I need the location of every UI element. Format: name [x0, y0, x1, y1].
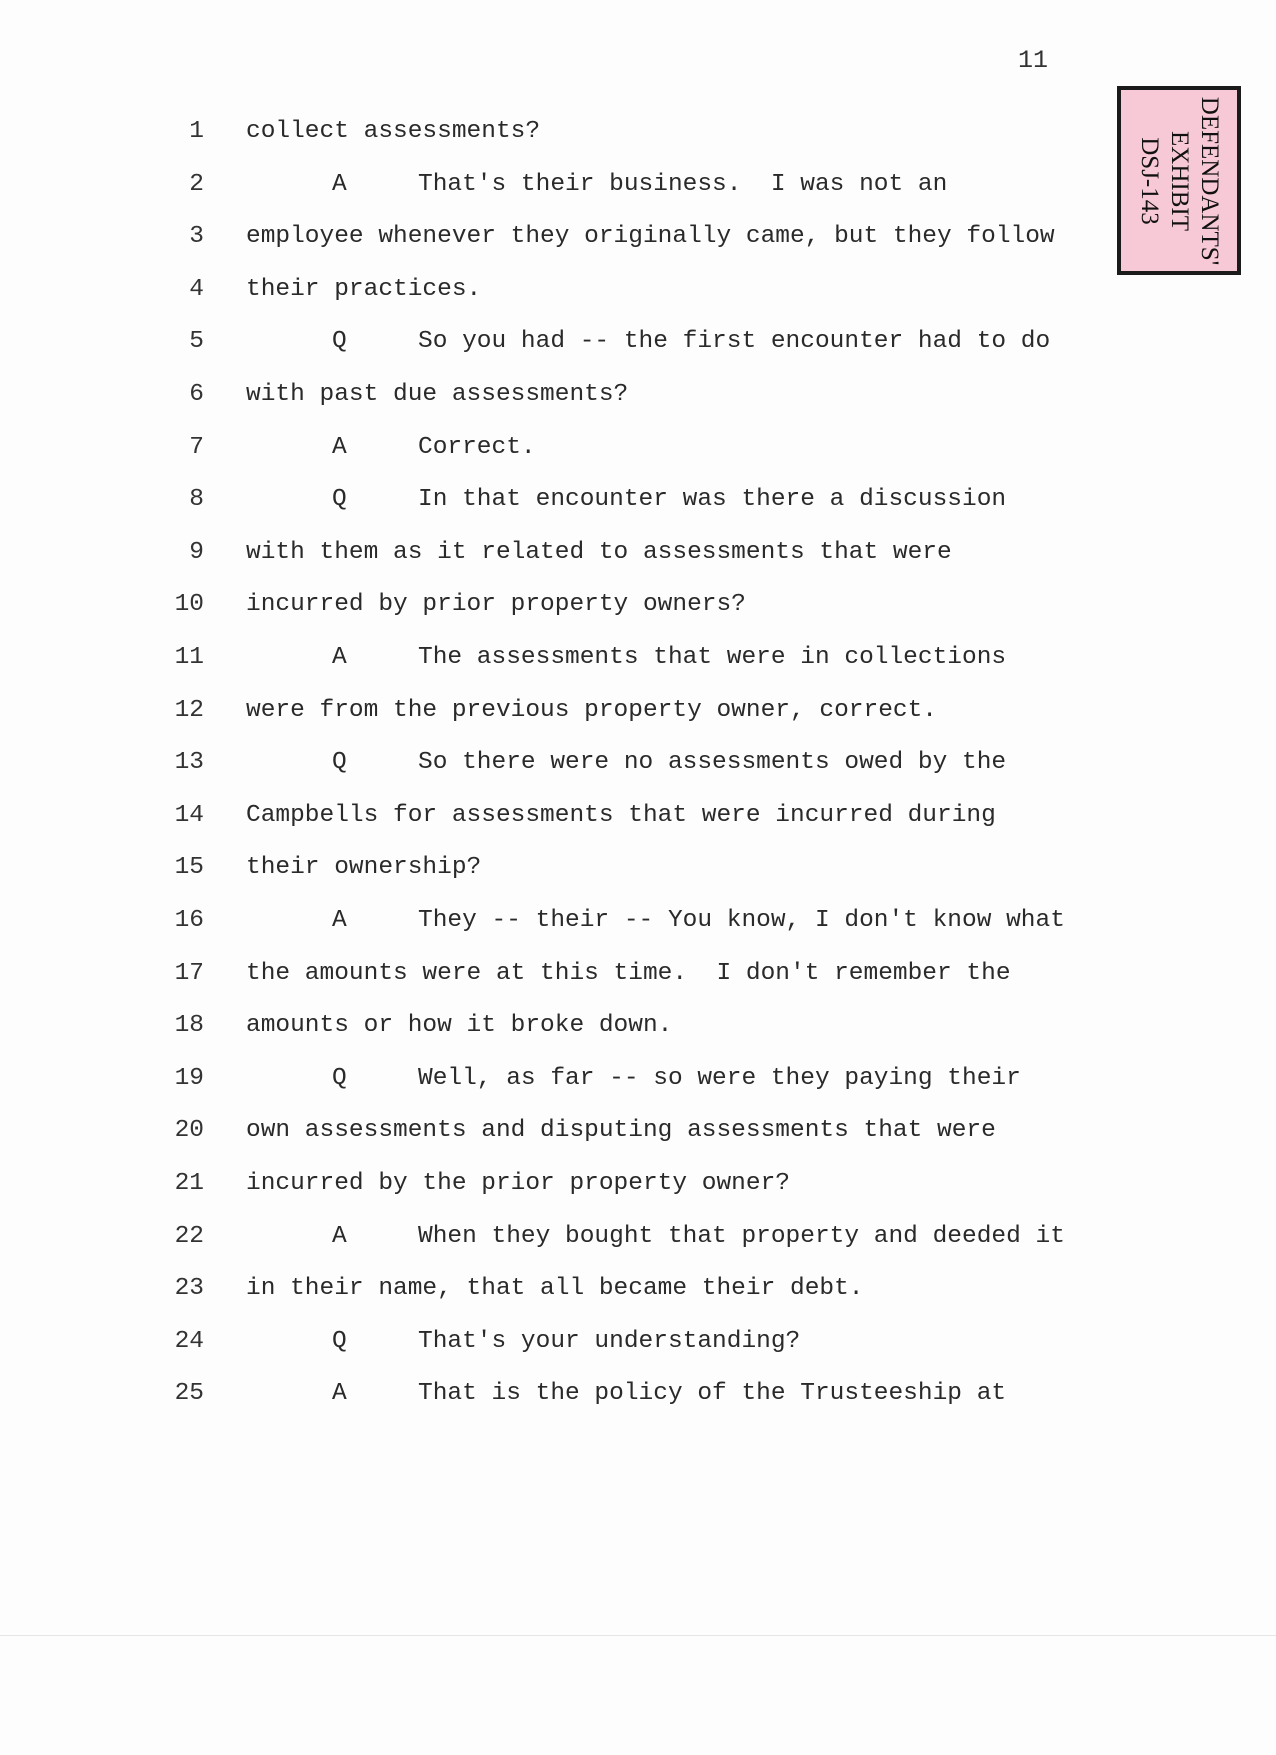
speaker-label: A — [332, 644, 347, 671]
page-bottom-edge — [0, 1635, 1276, 1636]
transcript-line — [0, 217, 1276, 257]
line-text: incurred by prior property owners? — [246, 591, 746, 619]
line-text: Campbells for assessments that were incurred during — [246, 801, 996, 829]
line-number: 13 — [174, 749, 204, 777]
line-number: 17 — [174, 959, 204, 987]
speaker-label: A — [332, 907, 347, 934]
transcript-line — [0, 796, 1276, 836]
speaker-label: Q — [332, 486, 347, 514]
transcript-line — [0, 375, 1276, 415]
speaker-label: A — [332, 433, 347, 461]
transcript-line — [0, 691, 1276, 731]
line-number: 7 — [189, 433, 204, 461]
line-number: 5 — [189, 328, 204, 356]
line-text: That's their business. I was not an — [418, 170, 948, 198]
exhibit-line-1: DEFENDANTS' — [1196, 96, 1223, 265]
line-text: were from the previous property owner, correct. — [246, 696, 938, 724]
line-number: 4 — [189, 275, 204, 303]
transcript-line — [0, 428, 1276, 468]
line-text: with past due assessments? — [246, 381, 629, 408]
transcript-line — [0, 585, 1276, 625]
transcript-line — [0, 1217, 1276, 1257]
line-text: own assessments and disputing assessments that were — [246, 1117, 996, 1145]
line-text: Correct. — [418, 433, 536, 461]
line-text: That's your understanding? — [418, 1327, 801, 1355]
transcript-line — [0, 1269, 1276, 1309]
line-text: They -- their -- You know, I don't know what — [418, 907, 1065, 934]
speaker-label: Q — [332, 1064, 347, 1092]
line-number: 15 — [174, 854, 204, 882]
transcript-line — [0, 1059, 1276, 1099]
transcript-line — [0, 112, 1276, 152]
line-number: 23 — [174, 1275, 204, 1303]
line-number: 22 — [174, 1222, 204, 1250]
line-number: 25 — [174, 1380, 204, 1408]
transcript-line — [0, 901, 1276, 941]
line-text: So you had -- the first encounter had to do — [418, 328, 1051, 356]
line-number: 11 — [174, 644, 204, 671]
transcript-line — [0, 1322, 1276, 1362]
line-number: 1 — [189, 118, 204, 145]
speaker-label: A — [332, 1222, 347, 1250]
line-text: with them as it related to assessments that were — [246, 538, 952, 566]
line-number: 18 — [174, 1012, 204, 1040]
speaker-label: Q — [332, 328, 347, 356]
transcript-line — [0, 1111, 1276, 1151]
transcript-line — [0, 165, 1276, 205]
line-number: 14 — [174, 801, 204, 829]
transcript-line — [0, 848, 1276, 888]
transcript-line — [0, 1374, 1276, 1414]
transcript-line — [0, 954, 1276, 994]
line-text: incurred by the prior property owner? — [246, 1170, 790, 1197]
line-number: 24 — [174, 1327, 204, 1355]
transcript-line — [0, 322, 1276, 362]
line-number: 10 — [174, 591, 204, 619]
page-number: 11 — [1018, 46, 1049, 75]
transcript-line — [0, 1164, 1276, 1204]
line-number: 9 — [189, 538, 204, 566]
line-number: 20 — [174, 1117, 204, 1145]
line-text: So there were no assessments owed by the — [418, 749, 1007, 777]
line-number: 8 — [189, 486, 204, 514]
speaker-label: A — [332, 170, 347, 198]
transcript-line — [0, 480, 1276, 520]
line-number: 16 — [174, 907, 204, 934]
transcript-line — [0, 638, 1276, 678]
transcript-line — [0, 270, 1276, 310]
line-text: collect assessments? — [246, 118, 541, 145]
line-text: In that encounter was there a discussion — [418, 486, 1007, 514]
speaker-label: Q — [332, 749, 347, 777]
line-number: 2 — [189, 170, 204, 198]
line-text: When they bought that property and deeded it — [418, 1222, 1065, 1250]
line-number: 6 — [189, 381, 204, 408]
transcript-line — [0, 533, 1276, 573]
line-text: their practices. — [246, 275, 482, 303]
line-text: their ownership? — [246, 854, 482, 882]
line-text: employee whenever they originally came, but they follow — [246, 223, 1055, 251]
exhibit-line-2: EXHIBIT — [1166, 130, 1193, 231]
line-number: 3 — [189, 223, 204, 251]
speaker-label: A — [332, 1380, 347, 1408]
speaker-label: Q — [332, 1327, 347, 1355]
line-text: That is the policy of the Trusteeship at — [418, 1380, 1007, 1408]
line-number: 12 — [174, 696, 204, 724]
transcript-line — [0, 1006, 1276, 1046]
line-text: the amounts were at this time. I don't remember the — [246, 959, 1011, 987]
line-number: 19 — [174, 1064, 204, 1092]
line-text: The assessments that were in collections — [418, 644, 1007, 671]
transcript-line — [0, 743, 1276, 783]
line-text: amounts or how it broke down. — [246, 1012, 673, 1040]
exhibit-line-3: DSJ-143 — [1136, 136, 1163, 225]
line-number: 21 — [174, 1170, 204, 1197]
line-text: in their name, that all became their debt. — [246, 1275, 864, 1303]
line-text: Well, as far -- so were they paying their — [418, 1064, 1021, 1092]
